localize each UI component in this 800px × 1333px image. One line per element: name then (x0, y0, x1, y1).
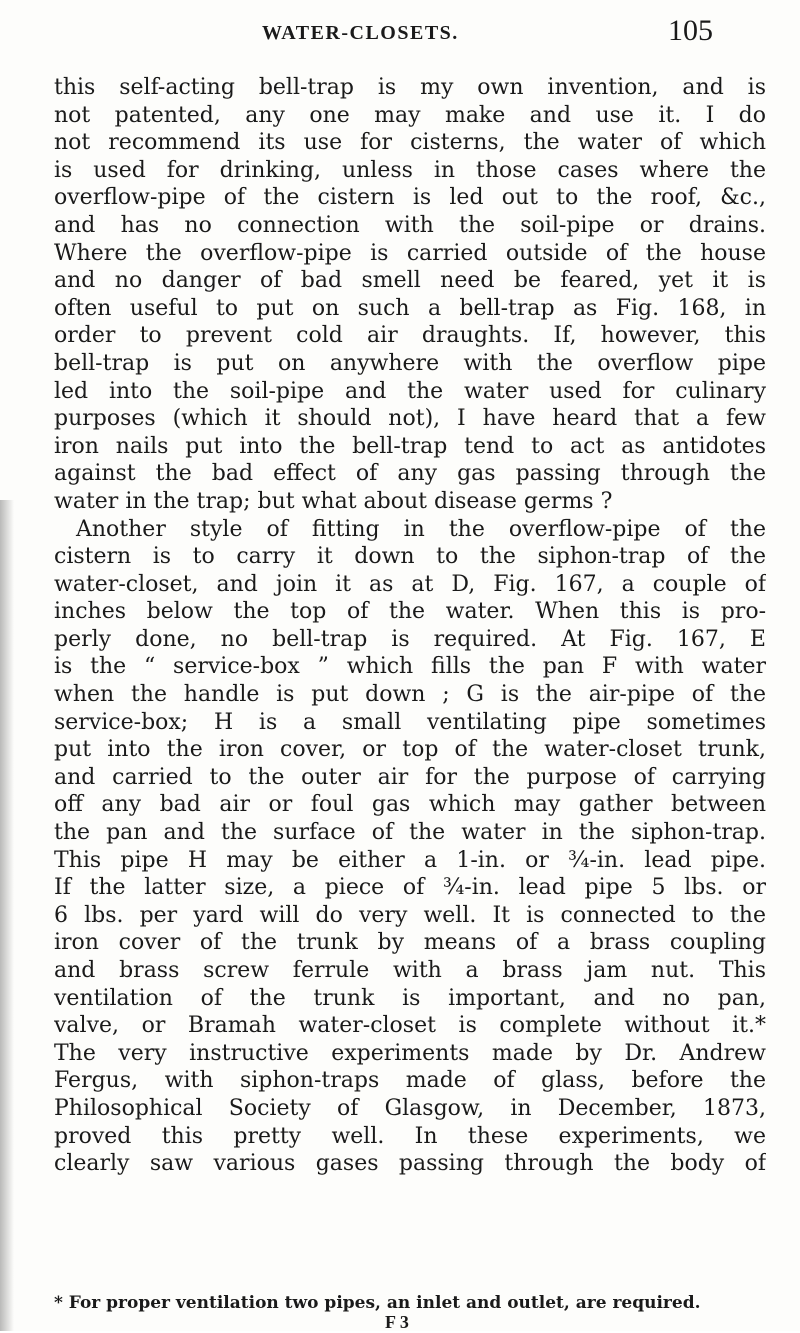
text-line: water-closet, and join it as at D, Fig. 167, a couple of (54, 571, 766, 597)
text-line: Where the overflow-pipe is carried outside of the house (54, 240, 766, 266)
text-line: purposes (which it should not), I have heard that a few (54, 406, 766, 432)
text-line: water in the trap; but what about disease germs ? (54, 488, 613, 514)
text-line: not recommend its use for cisterns, the water of which (54, 130, 766, 156)
text-line: Another style of fitting in the overflow-pipe of the (76, 516, 766, 542)
text-line: clearly saw various gases passing through the body of (54, 1151, 766, 1177)
text-line: this self-acting bell-trap is my own invention, and is (54, 75, 766, 100)
text-line: bell-trap is put on anywhere with the overflow pipe (54, 350, 766, 376)
text-line: and carried to the outer air for the purpose of carrying (54, 764, 766, 790)
text-line: If the latter size, a piece of ¾-in. lead pipe 5 lbs. or (54, 875, 766, 901)
page-number: 105 (668, 14, 713, 47)
text-line: 6 lbs. per yard will do very well. It is connected to the (54, 902, 766, 928)
signature-mark: F 3 (385, 1312, 409, 1332)
text-line: and has no connection with the soil-pipe or drains. (54, 212, 766, 238)
text-line: order to prevent cold air draughts. If, however, this (54, 323, 766, 349)
text-line: inches below the top of the water. When this is pro- (54, 599, 766, 625)
text-line: put into the iron cover, or top of the water-closet trunk, (54, 737, 766, 763)
body-text (54, 74, 766, 1178)
text-line: Philosophical Society of Glasgow, in December, 1873, (54, 1095, 766, 1121)
text-line: is used for drinking, unless in those cases where the (54, 157, 766, 183)
text-line: and brass screw ferrule with a brass jam nut. This (54, 958, 766, 983)
page-gutter-shadow (0, 500, 14, 1331)
text-line: when the handle is put down ; G is the air-pipe of the (54, 682, 766, 708)
text-line: valve, or Bramah water-closet is complete without it.* (54, 1013, 766, 1039)
text-line: Fergus, with siphon-traps made of glass, before the (54, 1068, 766, 1094)
text-line: service-box; H is a small ventilating pipe sometimes (54, 709, 766, 735)
text-line: off any bad air or foul gas which may gather between (54, 792, 766, 818)
text-line: cistern is to carry it down to the siphon-trap of the (54, 544, 766, 570)
text-line: led into the soil-pipe and the water used for culinary (54, 378, 766, 404)
text-line: This pipe H may be either a 1-in. or ¾-in. lead pipe. (54, 847, 766, 873)
text-line: against the bad effect of any gas passing through the (54, 461, 766, 487)
text-line: the pan and the surface of the water in the siphon-trap. (54, 820, 766, 846)
text-line: perly done, no bell-trap is required. At Fig. 167, E (54, 626, 766, 652)
text-line: not patented, any one may make and use it. I do (54, 102, 766, 128)
text-line: iron cover of the trunk by means of a brass coupling (54, 930, 766, 956)
running-header (0, 8, 800, 48)
text-line: iron nails put into the bell-trap tend to act as antidotes (54, 433, 766, 459)
text-line: and no danger of bad smell need be feared, yet it is (54, 268, 766, 294)
text-line: proved this pretty well. In these experiments, we (54, 1123, 766, 1149)
text-line: overflow-pipe of the cistern is led out to the roof, &c., (54, 185, 766, 211)
text-line: often useful to put on such a bell-trap as Fig. 168, in (54, 295, 766, 321)
footnote: * For proper ventilation two pipes, an inlet and outlet, are required. (54, 1293, 701, 1313)
text-line: is the “ service-box ” which fills the pan F with water (54, 654, 766, 680)
running-title: WATER-CLOSETS. (262, 22, 459, 44)
text-line: The very instructive experiments made by Dr. Andrew (54, 1040, 766, 1066)
text-line: ventilation of the trunk is important, and no pan, (54, 985, 766, 1011)
